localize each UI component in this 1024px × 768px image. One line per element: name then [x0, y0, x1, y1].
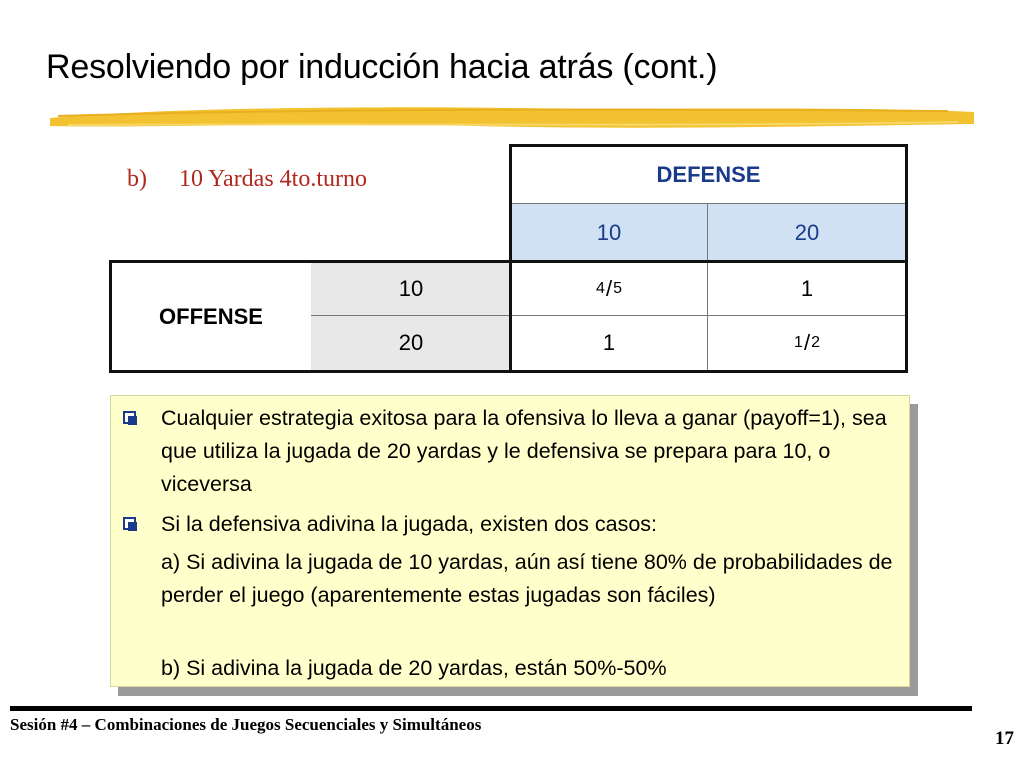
subtitle: [127, 166, 367, 193]
note-case-b: b) Si adivina la jugada de 20 yardas, están 50%-50%: [161, 656, 667, 680]
subtitle-label: b): [127, 166, 147, 192]
payoff-r2-c2-numerator: 1: [794, 334, 803, 351]
note-bullet-2-text: Si la defensiva adivina la jugada, existen dos casos:: [161, 512, 658, 536]
payoff-r1-c1-denominator: 5: [613, 279, 622, 297]
payoff-r2-c2-denominator: 2: [811, 334, 820, 351]
defense-header: DEFENSE: [511, 146, 906, 204]
defense-col-20: 20: [708, 204, 906, 262]
subtitle-text: 10 Yardas 4to.turno: [179, 166, 368, 192]
offense-header: OFFENSE: [111, 262, 311, 371]
offense-row-20: 20: [311, 316, 511, 370]
checkbox-bullet-icon: [123, 517, 136, 530]
page-number: 17: [995, 728, 1014, 749]
note-bullet-2: [161, 508, 901, 541]
checkbox-bullet-icon: [123, 411, 136, 424]
note-bullet-1: [161, 402, 901, 501]
payoff-r2-c2: 1 / 2: [708, 316, 906, 370]
title-underline-swoosh: [48, 96, 976, 132]
payoff-r1-c2: 1: [708, 262, 906, 316]
notes-box: [110, 395, 910, 687]
note-bullet-1-text: Cualquier estrategia exitosa para la ofensiva lo lleva a ganar (payoff=1), sea que utiliza la jugada de 20 yardas y le defensiva se prepara para 10, o viceversa: [161, 406, 887, 496]
payoff-r2-c1: 1: [511, 316, 708, 370]
offense-row-10: 10: [311, 262, 511, 316]
note-case-a: a) Si adivina la jugada de 10 yardas, aún así tiene 80% de probabilidades de perder el juego (aparentemente estas jugadas son fáciles): [161, 550, 893, 607]
defense-col-10: 10: [511, 204, 708, 262]
footer-rule: [10, 706, 972, 711]
payoff-r1-c1-numerator: 4: [596, 279, 605, 297]
footer-text: Sesión #4 – Combinaciones de Juegos Secuenciales y Simultáneos: [10, 715, 482, 734]
payoff-r1-c1: 4 / 5: [511, 262, 708, 316]
slide-title: Resolviendo por inducción hacia atrás (cont.): [46, 48, 718, 86]
